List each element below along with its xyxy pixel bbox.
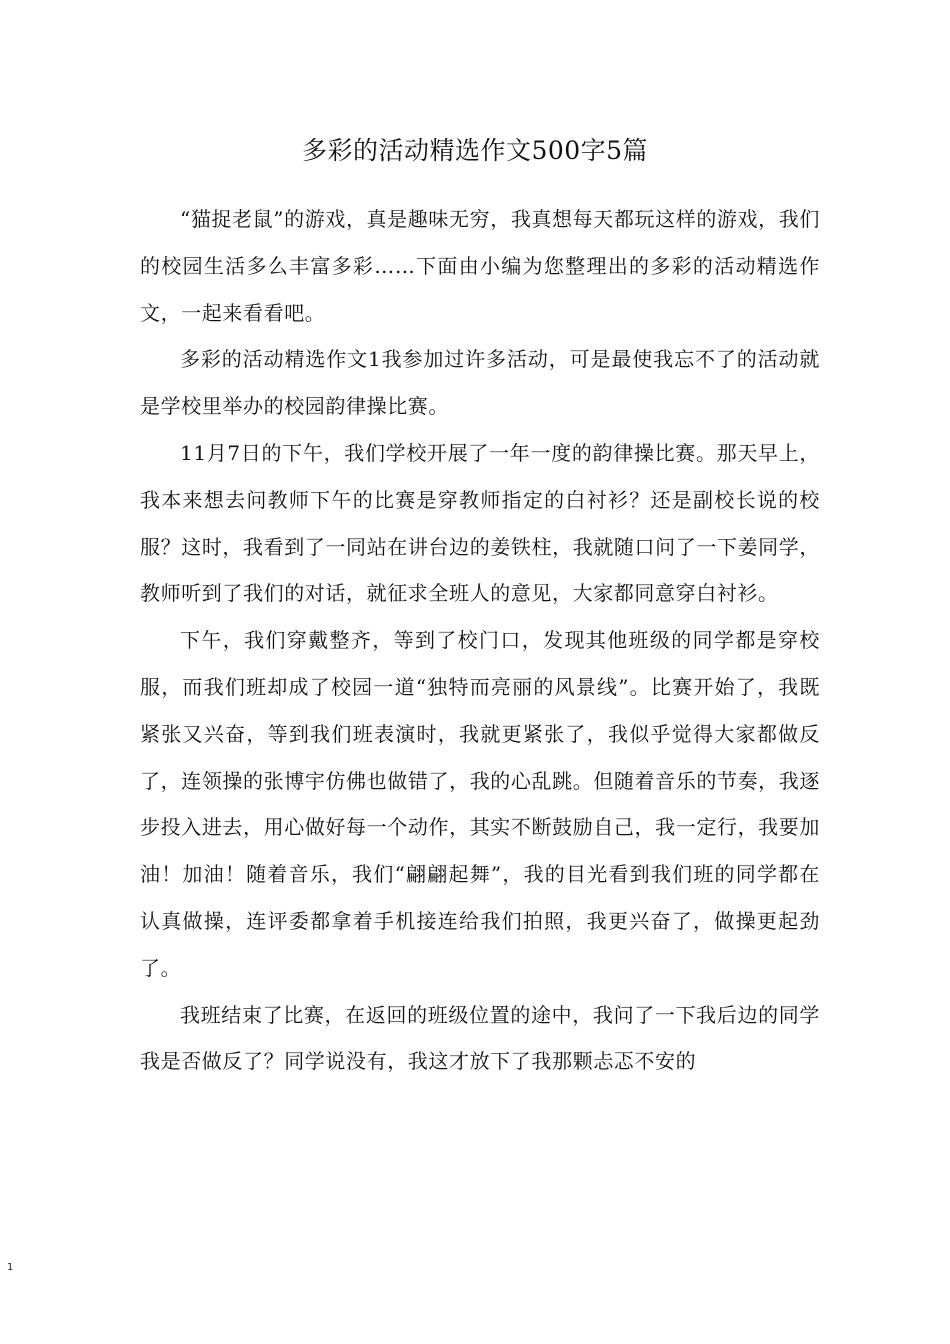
document-body: [140, 196, 820, 1085]
paragraph-morning: 11月7日的下午，我们学校开展了一年一度的韵律操比赛。那天早上，我本来想去问教师下午的比赛是穿教师指定的白衬衫？还是副校长说的校服？这时，我看到了一同站在讲台边的姜铁柱，我就随口问了一下姜同学，教师听到了我们的对话，就征求全班人的意见，大家都同意穿白衬衫。: [140, 440, 820, 606]
paragraph-intro: “猫捉老鼠”的游戏，真是趣味无穷，我真想每天都玩这样的游戏，我们的校园生活多么丰富多彩……下面由小编为您整理出的多彩的活动精选作文，一起来看看吧。: [140, 207, 820, 325]
document-title: 多彩的活动精选作文500字5篇: [301, 136, 649, 165]
page-number: 1: [7, 1262, 14, 1273]
paragraph-essay-1-opening: 多彩的活动精选作文1我参加过许多活动，可是最使我忘不了的活动就是学校里举办的校园韵律操比赛。: [140, 347, 820, 419]
paragraph-afternoon: 下午，我们穿戴整齐，等到了校门口，发现其他班级的同学都是穿校服，而我们班却成了校园一道“独特而亮丽的风景线”。比赛开始了，我既紧张又兴奋，等到我们班表演时，我就更紧张了，我似乎觉得大家都做反了，连领操的张博宇仿佛也做错了，我的心乱跳。但随着音乐的节奏，我逐步投入进去，用心做好每一个动作，其实不断鼓励自己，我一定行，我要加油！加油！随着音乐，我们“翩翩起舞”，我的目光看到我们班的同学都在认真做操，连评委都拿着手机接连给我们拍照，我更兴奋了，做操更起劲了。: [140, 628, 820, 980]
paragraph-after-performance: 我班结束了比赛，在返回的班级位置的途中，我问了一下我后边的同学我是否做反了？同学说没有，我这才放下了我那颗忐忑不安的: [140, 1002, 820, 1074]
